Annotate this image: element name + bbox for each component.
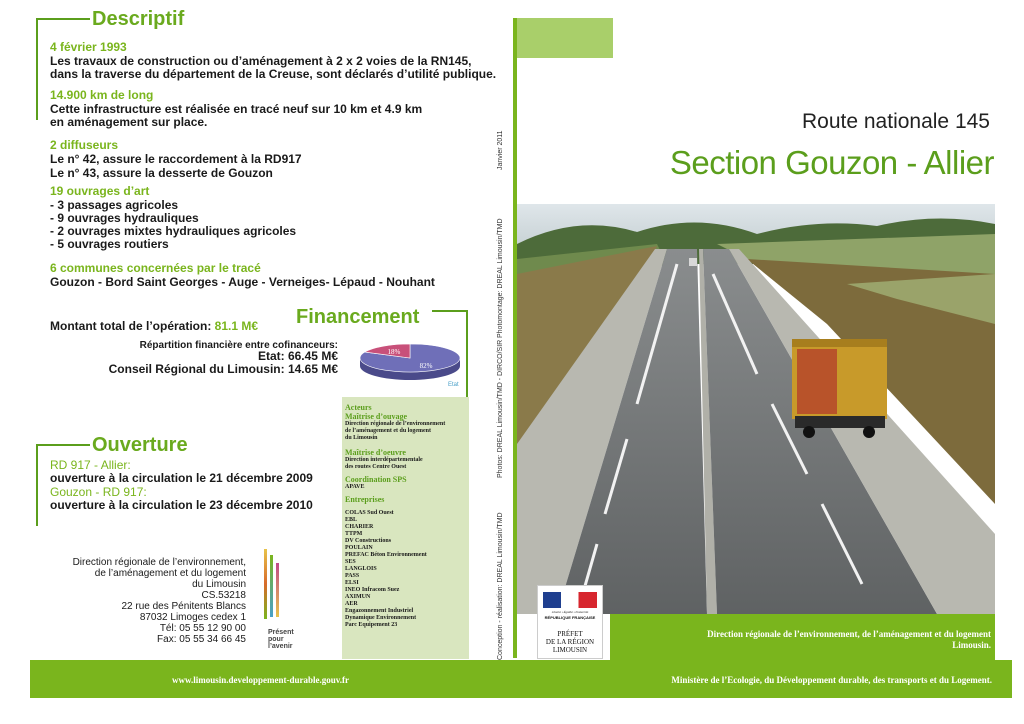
acteurs-entreprises-list bbox=[345, 510, 445, 629]
logo-text-3: l’avenir bbox=[268, 643, 293, 650]
ouverture-rd917: RD 917 - Allier: bbox=[50, 458, 131, 472]
prefet-line3: LIMOUSIN bbox=[552, 646, 588, 654]
vertical-photomontage: Photomontage: DREAL Limousin/TMD bbox=[497, 218, 504, 338]
marianne-republique: RÉPUBLIQUE FRANÇAISE bbox=[544, 615, 596, 620]
footer-ministere: Ministère de l’Ecologie, du Développement durable, des transports et du Logement. bbox=[671, 675, 992, 685]
descriptif-ouvrages-4: - 5 ouvrages routiers bbox=[50, 237, 169, 251]
descriptif-length-text-1: Cette infrastructure est réalisée en tracé neuf sur 10 km et 4.9 km bbox=[50, 102, 423, 116]
ouverture-gouzon: Gouzon - RD 917: bbox=[50, 485, 147, 499]
acteurs-mo-2: de l’aménagement et du logement bbox=[345, 428, 431, 434]
descriptif-diffuseurs-1: Le n° 42, assure le raccordement à la RD917 bbox=[50, 152, 302, 166]
acteurs-moe-2: des routes Centre Ouest bbox=[345, 464, 407, 470]
vertical-photos: Photos: DREAL Limousin/TMD - DIRCO/SIR bbox=[497, 339, 504, 478]
entreprise-item: LANGLOIS bbox=[345, 566, 377, 572]
descriptif-communes: 6 communes concernées par le tracé bbox=[50, 261, 261, 275]
cover-section: Section Gouzon - Allier bbox=[669, 144, 994, 181]
pie-slice-label: 82% bbox=[419, 362, 433, 371]
financement-conseil: Conseil Régional du Limousin: 14.65 M€ bbox=[108, 362, 338, 376]
road-photo bbox=[517, 204, 995, 614]
acteurs-box bbox=[342, 397, 469, 659]
footer-url[interactable]: www.limousin.developpement-durable.gouv.fr bbox=[172, 675, 350, 685]
financement-total-label: Montant total de l’opération: bbox=[50, 319, 212, 333]
entreprise-item: Parc Equipement 23 bbox=[345, 622, 398, 628]
descriptif-length-text-2: en aménagement sur place. bbox=[50, 115, 208, 129]
descriptif-length: 14.900 km de long bbox=[50, 88, 154, 102]
financement-total bbox=[50, 320, 258, 333]
descriptif-date: 4 février 1993 bbox=[50, 40, 127, 54]
entreprise-item: Dynamique Environnement bbox=[345, 615, 417, 621]
descriptif-ouvrages-3: - 2 ouvrages mixtes hydrauliques agricoles bbox=[50, 224, 297, 238]
entreprise-item: AXIMUN bbox=[345, 594, 371, 600]
financement-pie-chart bbox=[355, 336, 465, 392]
logo-text bbox=[268, 629, 294, 650]
entreprise-item: ELSI bbox=[345, 580, 359, 586]
vertical-conception: Conception - réalisation: DREAL Limousin/TMD bbox=[497, 512, 504, 660]
cover-top-block bbox=[517, 18, 613, 58]
descriptif-title: Descriptif bbox=[92, 8, 185, 30]
entreprise-item: EBL bbox=[345, 517, 358, 523]
entreprise-item: Engazonnement Industriel bbox=[345, 608, 414, 614]
descriptif-ouvrages-1: - 3 passages agricoles bbox=[50, 198, 179, 212]
acteurs-mo-3: du Limousin bbox=[345, 435, 378, 441]
acteurs-moe-title: Maîtrise d’oeuvre bbox=[345, 448, 406, 457]
acteurs-ent-title: Entreprises bbox=[345, 495, 385, 504]
address-line7: Tél: 05 55 12 90 00 bbox=[159, 623, 246, 634]
cover-dreal-line2: Limousin. bbox=[952, 640, 991, 650]
financement-repartition: Répartition financière entre cofinanceurs: bbox=[139, 340, 338, 351]
acteurs-sps-1: APAVE bbox=[345, 484, 365, 490]
logo-bar-3 bbox=[276, 563, 279, 617]
address-line4: CS.53218 bbox=[201, 590, 246, 601]
address-line1: Direction régionale de l’environnement, bbox=[72, 557, 246, 568]
prefet-line1: PRÉFET bbox=[557, 630, 583, 638]
entreprise-item: DV Constructions bbox=[345, 538, 392, 544]
descriptif-date-text-2: dans la traverse du département de la Creuse, sont déclarés d’utilité publique. bbox=[50, 67, 497, 81]
address-line2: de l’aménagement et du logement bbox=[94, 568, 246, 579]
logo-bar-1 bbox=[264, 549, 267, 619]
acteurs-mo-1: Direction régionale de l’environnement bbox=[345, 421, 446, 427]
logo-text-1: Présent bbox=[268, 629, 294, 636]
entreprise-item: AER bbox=[345, 601, 358, 607]
entreprise-item: COLAS Sud Ouest bbox=[345, 510, 394, 516]
financement-total-value: 81.1 M€ bbox=[214, 319, 259, 333]
prefet-text bbox=[542, 630, 598, 654]
ouverture-gouzon-text: ouverture à la circulation le 23 décembre 2010 bbox=[50, 498, 313, 512]
cover-route: Route nationale 145 bbox=[802, 110, 990, 133]
pie-legend: Etat bbox=[448, 382, 459, 388]
entreprise-item: PASS bbox=[345, 573, 360, 579]
descriptif-diffuseurs: 2 diffuseurs bbox=[50, 138, 119, 152]
distant-truck bbox=[689, 258, 697, 266]
descriptif-date-text-1: Les travaux de construction ou d’aménagement à 2 x 2 voies de la RN145, bbox=[50, 54, 472, 68]
financement-title: Financement bbox=[296, 306, 420, 328]
address-line8: Fax: 05 55 34 66 45 bbox=[157, 634, 246, 645]
descriptif-ouvrages-2: - 9 ouvrages hydrauliques bbox=[50, 211, 199, 225]
acteurs-mo-title: Maîtrise d’ouvage bbox=[345, 412, 407, 421]
entreprise-item: PREFAC Béton Environnement bbox=[345, 552, 427, 558]
entreprise-item: INEO Infracom Suez bbox=[345, 587, 400, 593]
marianne-flag bbox=[543, 592, 597, 608]
financement-etat: Etat: 66.45 M€ bbox=[257, 349, 338, 363]
address-line5: 22 rue des Pénitents Blancs bbox=[121, 601, 246, 612]
logo-bar-2 bbox=[270, 555, 273, 617]
ouverture-title: Ouverture bbox=[92, 434, 188, 456]
logo-text-2: pour bbox=[268, 636, 284, 643]
entreprise-item: TTPM bbox=[345, 531, 363, 537]
address-line6: 87032 Limoges cedex 1 bbox=[139, 612, 246, 623]
prefet-line2: DE LA RÉGION bbox=[545, 638, 595, 646]
cover-dreal-line1: Direction régionale de l’environnement, de l’aménagement et du logement bbox=[707, 629, 991, 639]
acteurs-title: Acteurs bbox=[345, 403, 372, 412]
entreprise-item: SES bbox=[345, 559, 356, 565]
pie-slice-label: 18% bbox=[387, 347, 401, 356]
ouverture-rd917-text: ouverture à la circulation le 21 décembre 2009 bbox=[50, 471, 313, 485]
entreprise-item: CHARIER bbox=[345, 524, 374, 530]
descriptif-diffuseurs-2: Le n° 43, assure la desserte de Gouzon bbox=[50, 166, 273, 180]
present-avenir-logo bbox=[260, 545, 310, 655]
address-block bbox=[40, 557, 246, 645]
acteurs-moe-1: Direction interdépartementale bbox=[345, 457, 423, 463]
lorry bbox=[792, 339, 887, 438]
marianne-logo bbox=[537, 585, 603, 659]
descriptif-ouvrages: 19 ouvrages d’art bbox=[50, 184, 150, 198]
marianne-motto: Liberté • Égalité • Fraternité bbox=[551, 610, 589, 614]
address-line3: du Limousin bbox=[192, 579, 246, 590]
descriptif-communes-list: Gouzon - Bord Saint Georges - Auge - Verneiges- Lépaud - Nouhant bbox=[50, 275, 435, 289]
acteurs-sps-title: Coordination SPS bbox=[345, 475, 407, 484]
entreprise-item: POULAIN bbox=[345, 545, 373, 551]
vertical-date: Janvier 2011 bbox=[497, 130, 504, 170]
